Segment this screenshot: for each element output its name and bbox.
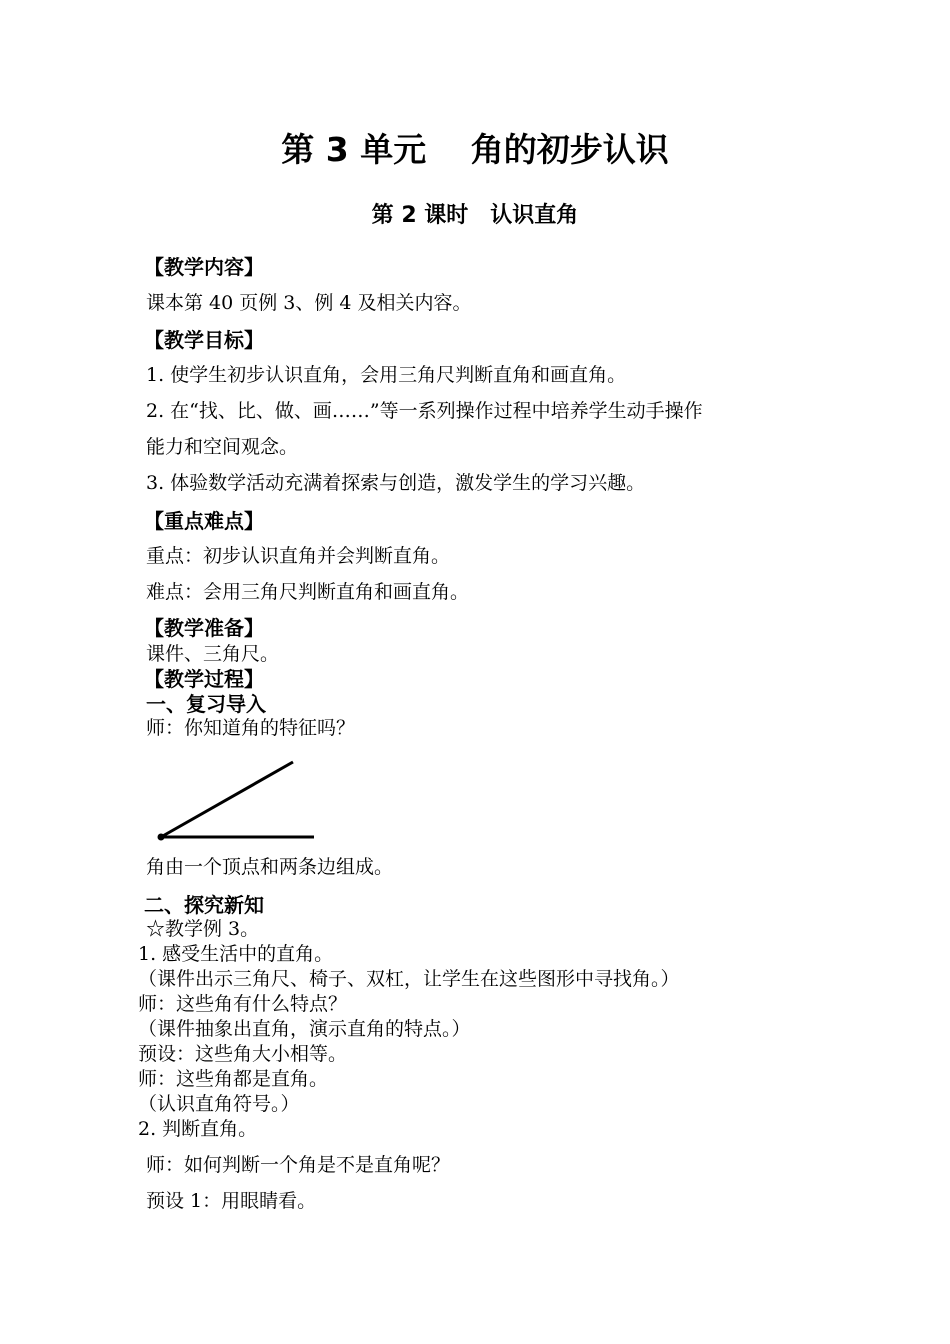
part2-heading: 二、探究新知: [144, 893, 264, 917]
angle-vertex: [158, 834, 165, 841]
process-line: 1. 感受生活中的直角。: [138, 943, 334, 965]
difficult-point: 难点：会用三角尺判断直角和画直角。: [146, 581, 470, 603]
process-line: 预设 1：用眼睛看。: [146, 1190, 317, 1212]
part1-heading: 一、复习导入: [146, 692, 266, 716]
content-text: 课本第 40 页例 3、例 4 及相关内容。: [146, 292, 472, 314]
key-point: 重点：初步认识直角并会判断直角。: [146, 545, 451, 567]
prep-heading: 【教学准备】: [144, 616, 264, 640]
process-line: 师：这些角有什么特点？: [138, 993, 348, 1015]
goals-heading: 【教学目标】: [144, 328, 264, 352]
content-heading: 【教学内容】: [144, 255, 264, 279]
lesson-subtitle: 第 2 课时 认识直角: [371, 203, 579, 228]
process-line: 师：如何判断一个角是不是直角呢？: [146, 1154, 451, 1176]
key-heading: 【重点难点】: [144, 509, 264, 533]
process-line: 预设：这些角大小相等。: [138, 1043, 348, 1065]
page-title: 第 3 单元 角的初步认识: [281, 130, 669, 169]
prep-text: 课件、三角尺。: [146, 643, 280, 665]
process-heading: 【教学过程】: [144, 667, 264, 691]
process-line: （课件抽象出直角，演示直角的特点。）: [138, 1018, 471, 1040]
goal-item-2-cont: 能力和空间观念。: [146, 436, 299, 458]
part1-question: 师：你知道角的特征吗？: [146, 717, 356, 739]
process-line: （认识直角符号。）: [138, 1093, 300, 1115]
process-line: （课件出示三角尺、椅子、双杠，让学生在这些图形中寻找角。）: [138, 968, 680, 990]
goal-item-2: 2. 在“找、比、做、画……”等一系列操作过程中培养学生动手操作: [146, 400, 703, 422]
process-line: ☆教学例 3。: [146, 918, 260, 940]
part1-answer: 角由一个顶点和两条边组成。: [146, 856, 394, 878]
process-line: 2. 判断直角。: [138, 1118, 258, 1140]
goal-item-3: 3. 体验数学活动充满着探索与创造，激发学生的学习兴趣。: [146, 472, 646, 494]
angle-ray-upper: [161, 762, 293, 837]
goal-item-1: 1. 使学生初步认识直角，会用三角尺判断直角和画直角。: [146, 364, 627, 386]
process-line: 师：这些角都是直角。: [138, 1068, 329, 1090]
